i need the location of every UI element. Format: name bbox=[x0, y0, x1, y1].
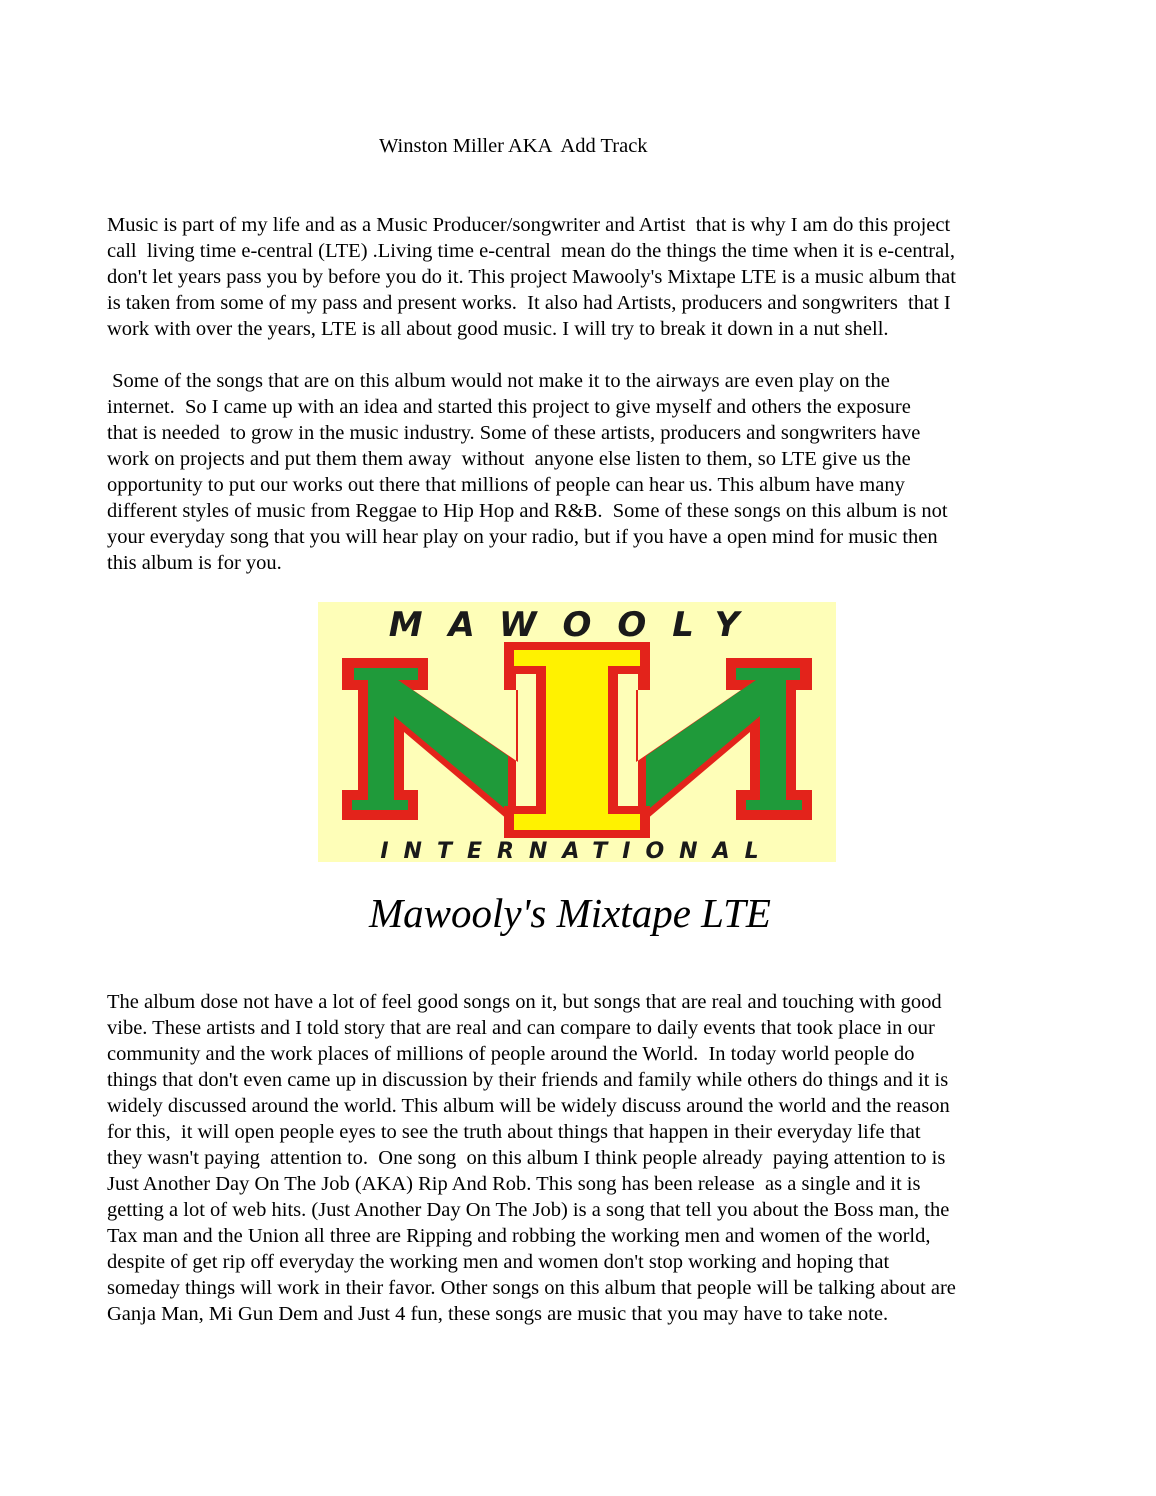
description-paragraph bbox=[107, 989, 1067, 1327]
paragraph-line: your everyday song that you will hear play on your radio, but if you have a open mind for music then bbox=[107, 526, 938, 548]
paragraph-line: things that don't even came up in discussion by their friends and family while others do things and it is bbox=[107, 1069, 949, 1091]
paragraph-line: getting a lot of web hits. (Just Another Day On The Job) is a song that tell you about the Boss man, the bbox=[107, 1199, 950, 1221]
paragraph-line: opportunity to put our works out there that millions of people can hear us. This album have many bbox=[107, 474, 905, 496]
logo-graphic bbox=[318, 602, 836, 862]
paragraph-line: internet. So I came up with an idea and started this project to give myself and others the exposure bbox=[107, 396, 911, 418]
paragraph-line: Tax man and the Union all three are Ripping and robbing the working men and women of the world, bbox=[107, 1225, 931, 1247]
paragraph-line: Just Another Day On The Job (AKA) Rip And Rob. This song has been release as a single and it is bbox=[107, 1173, 921, 1195]
paragraph-line: different styles of music from Reggae to Hip Hop and R&B. Some of these songs on this album is not bbox=[107, 500, 948, 522]
paragraph-line: is taken from some of my pass and present works. It also had Artists, producers and songwriters that I bbox=[107, 292, 951, 314]
paragraph-line: that is needed to grow in the music industry. Some of these artists, producers and songwriters have bbox=[107, 422, 921, 444]
paragraph-line: Some of the songs that are on this album would not make it to the airways are even play on the bbox=[107, 370, 890, 392]
logo-bottom-text: INTERNATIONAL bbox=[380, 839, 774, 862]
paragraph-line: don't let years pass you by before you do it. This project Mawooly's Mixtape LTE is a music album that bbox=[107, 266, 956, 288]
album-title: Mawooly's Mixtape LTE bbox=[369, 890, 771, 936]
paragraph-line: this album is for you. bbox=[107, 552, 282, 574]
paragraph-line: despite of get rip off everyday the working men and women don't stop working and hoping that bbox=[107, 1251, 890, 1273]
paragraph-line: The album dose not have a lot of feel good songs on it, but songs that are real and touching with good bbox=[107, 991, 942, 1013]
mawooly-international-logo bbox=[318, 602, 836, 862]
intro-paragraph bbox=[107, 212, 1067, 342]
paragraph-line: call living time e-central (LTE) .Living time e-central mean do the things the time when it is e-central, bbox=[107, 240, 955, 262]
paragraph-line: widely discussed around the world. This album will be widely discuss around the world and the reason bbox=[107, 1095, 950, 1117]
paragraph-line: for this, it will open people eyes to see the truth about things that happen in their everyday life that bbox=[107, 1121, 921, 1143]
paragraph-line: work on projects and put them them away without anyone else listen to them, so LTE give us the bbox=[107, 448, 911, 470]
paragraph-line: work with over the years, LTE is all about good music. I will try to break it down in a nut shell. bbox=[107, 318, 889, 340]
paragraph-line: someday things will work in their favor. Other songs on this album that people will be talking about are bbox=[107, 1277, 956, 1299]
paragraph-line: community and the work places of millions of people around the World. In today world people do bbox=[107, 1043, 915, 1065]
paragraph-line: Ganja Man, Mi Gun Dem and Just 4 fun, these songs are music that you may have to take note. bbox=[107, 1303, 889, 1325]
paragraph-line: vibe. These artists and I told story that are real and can compare to daily events that took place in our bbox=[107, 1017, 935, 1039]
paragraph-line: they wasn't paying attention to. One song on this album I think people already paying attention to is bbox=[107, 1147, 946, 1169]
exposure-paragraph bbox=[107, 368, 1067, 576]
logo-top-text: MAWOOLY bbox=[388, 605, 766, 645]
page-heading: Winston Miller AKA Add Track bbox=[379, 135, 648, 157]
paragraph-line: Music is part of my life and as a Music Producer/songwriter and Artist that is why I am do this project bbox=[107, 214, 951, 236]
